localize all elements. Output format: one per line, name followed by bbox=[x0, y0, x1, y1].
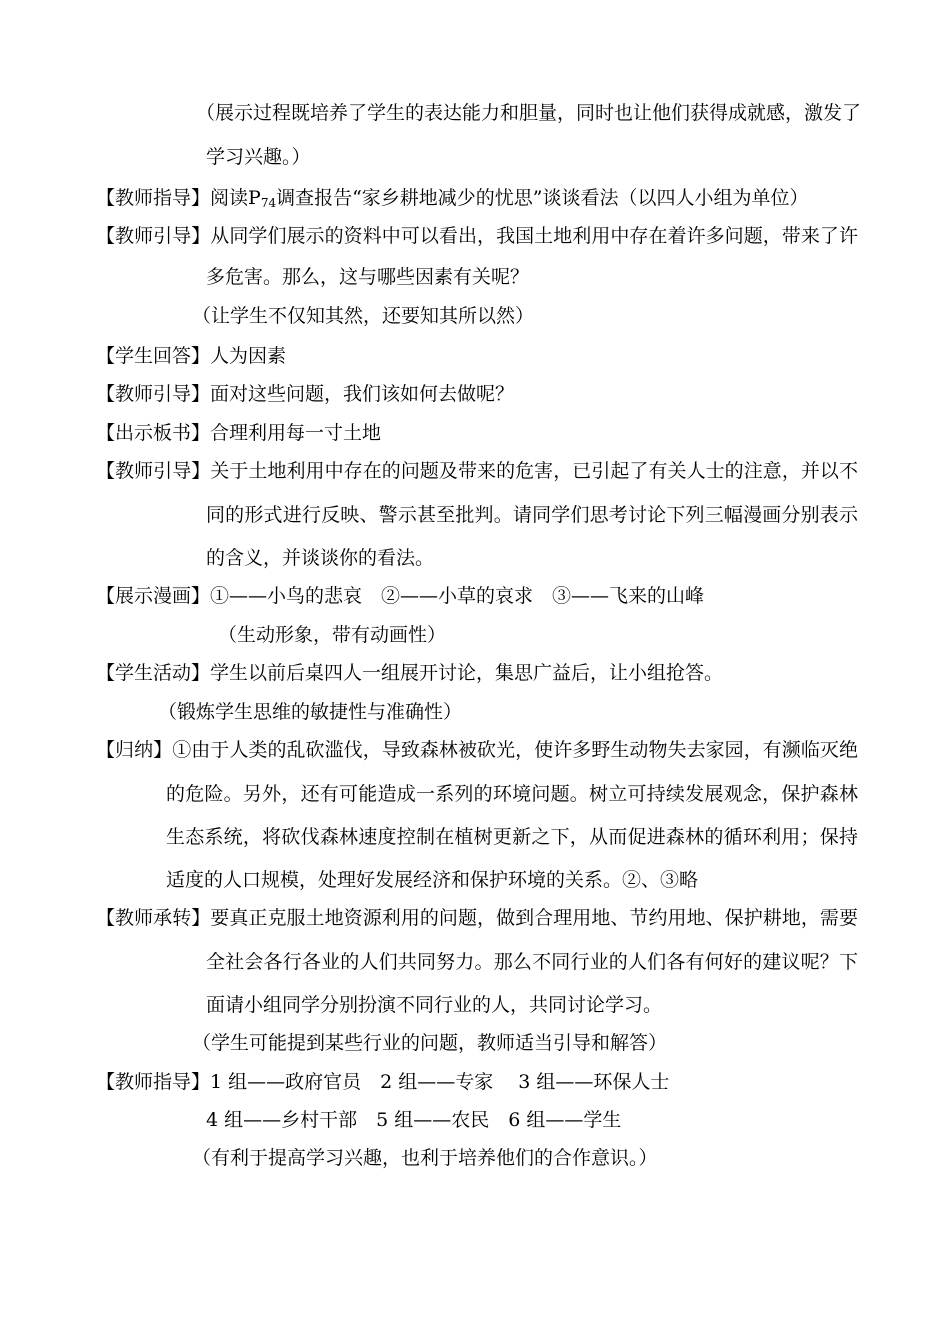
text-line: 全社会各行各业的人们共同努力。那么不同行业的人们各有何好的建议呢？下 bbox=[206, 951, 859, 973]
text-line: 【教师引导】从同学们展示的资料中可以看出，我国土地利用中存在着许多问题，带来了许 bbox=[96, 225, 859, 247]
text-line: （让学生不仅知其然，还要知其所以然） bbox=[192, 305, 535, 327]
text-line bbox=[96, 186, 809, 215]
text-line: 【教师指导】1 组——政府官员 2 组——专家 3 组——环保人士 bbox=[96, 1071, 670, 1093]
text-line: 【归纳】①由于人类的乱砍滥伐，导致森林被砍光，使许多野生动物失去家园，有濒临灭绝 bbox=[96, 739, 859, 761]
text-line: 【学生回答】人为因素 bbox=[96, 345, 287, 367]
page-reference-number: 74 bbox=[260, 196, 277, 210]
text-line: 4 组——乡村干部 5 组——农民 6 组——学生 bbox=[206, 1109, 622, 1131]
text-line: 【教师引导】面对这些问题，我们该如何去做呢？ bbox=[96, 383, 515, 405]
page-reference bbox=[248, 187, 276, 209]
text-line: （展示过程既培养了学生的表达能力和胆量，同时也让他们获得成就感，激发了 bbox=[196, 102, 862, 124]
text-line: 【出示板书】合理利用每一寸土地 bbox=[96, 422, 382, 444]
text-line: 【教师承转】要真正克服土地资源利用的问题，做到合理用地、节约用地、保护耕地，需要 bbox=[96, 907, 859, 929]
text-segment: 调查报告“家乡耕地减少的忧思”谈谈看法（以四人小组为单位） bbox=[276, 187, 809, 209]
text-line: 的危险。另外，还有可能造成一系列的环境问题。树立可持续发展观念，保护森林 bbox=[166, 783, 859, 805]
page-reference-letter: P bbox=[248, 187, 261, 209]
text-line: （生动形象，带有动画性） bbox=[218, 624, 447, 646]
text-line: 多危害。那么，这与哪些因素有关呢？ bbox=[206, 266, 530, 288]
text-line: （学生可能提到某些行业的问题，教师适当引导和解答） bbox=[192, 1032, 668, 1054]
text-line: 适度的人口规模，处理好发展经济和保护环境的关系。②、③略 bbox=[166, 869, 699, 891]
text-line: 【教师引导】关于土地利用中存在的问题及带来的危害，已引起了有关人士的注意，并以不 bbox=[96, 460, 859, 482]
text-line: 面请小组同学分别扮演不同行业的人，共同讨论学习。 bbox=[206, 994, 663, 1016]
text-line: （有利于提高学习兴趣，也利于培养他们的合作意识。） bbox=[192, 1147, 658, 1169]
text-line: 同的形式进行反映、警示甚至批判。请同学们思考讨论下列三幅漫画分别表示 bbox=[206, 504, 859, 526]
text-line: （锻炼学生思维的敏捷性与准确性） bbox=[158, 701, 463, 723]
text-line: 学习兴趣。） bbox=[206, 146, 311, 168]
text-line: 的含义，并谈谈你的看法。 bbox=[206, 547, 435, 569]
text-line: 【学生活动】学生以前后桌四人一组展开讨论，集思广益后，让小组抢答。 bbox=[96, 662, 724, 684]
text-segment: 【教师指导】阅读 bbox=[96, 187, 249, 209]
text-line: 【展示漫画】①——小鸟的悲哀 ②——小草的哀求 ③——飞来的山峰 bbox=[96, 585, 705, 607]
text-line: 生态系统，将砍伐森林速度控制在植树更新之下，从而促进森林的循环利用；保持 bbox=[166, 826, 859, 848]
